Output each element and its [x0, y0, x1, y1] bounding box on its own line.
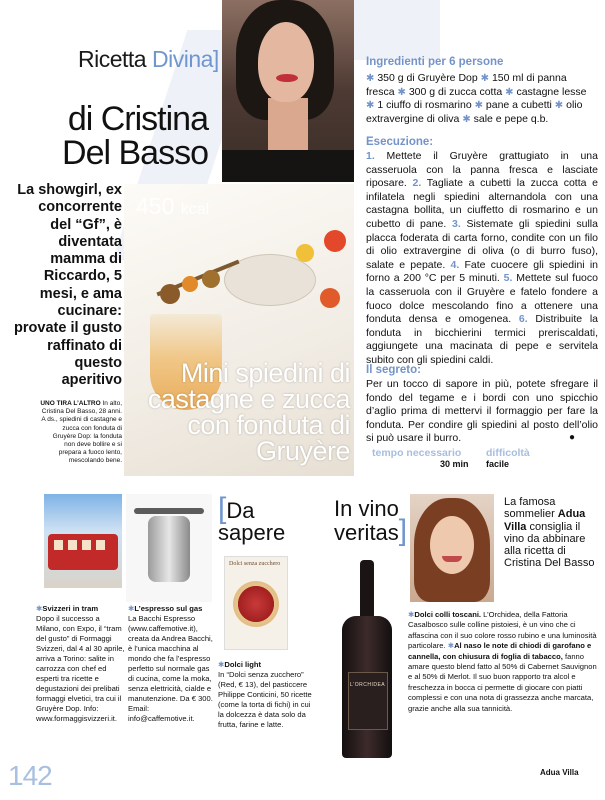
page-number: 142	[8, 760, 52, 791]
time-label: tempo necessario	[372, 447, 462, 459]
signature: Adua Villa	[540, 768, 579, 777]
end-mark: ●	[569, 432, 576, 443]
book-cover-title: Dolci senza zucchero	[229, 561, 281, 567]
kcal-badge: 450 kcal	[136, 193, 210, 219]
photo-caption: UNO TIRA L’ALTRO In alto, Cristina Del Basso, 28 anni. A ds., spiedini di castagne e zucca con fonduta di Gruyère Dop: la fonduta non deve bollire e si prepara a fuoco lento, mescolando bene.	[40, 400, 122, 465]
author-title: di Cristina Del Basso	[62, 100, 208, 172]
difficulty-label: difficoltà	[486, 447, 530, 459]
section-kicker: Ricetta Divina]	[78, 46, 219, 72]
ingredients-list: ✱ 350 g di Gruyère Dop ✱ 150 ml di panna fresca ✱ 300 g di zucca cotta ✱ castagne lesse ✱ 1 ciuffo di rosmarino ✱ pane a cubetti ✱ olio extravergine di oliva ✱ sale e pepe q.b.	[366, 72, 587, 125]
secret-text: Per un tocco di sapore in più, potete sfregare il fondo del tegame e i bordi con uno spicchio d’aglio prima di mettervi il formaggio per fare la fonduta. Per condire gli spiedini al posto dell’olio si può usare il burro.	[366, 378, 598, 445]
secret-heading: Il segreto:	[366, 364, 421, 376]
intro-text: La showgirl, ex concorrente del “Gf”, è diventata mamma di Riccardo, 5 mesi, e ama cucinare: provate il gusto raffinato di questo aperitivo	[14, 182, 122, 389]
difficulty-value: facile	[486, 459, 510, 469]
ingredients-heading: Ingredienti per 6 persone	[366, 56, 504, 68]
background-shape	[350, 0, 440, 60]
dish-title: Mini spiedini di castagne e zucca con fonduta di Gruyère	[147, 358, 350, 466]
da-sapere-heading: [Da sapere	[218, 492, 286, 545]
wine-heading: In vino veritas]	[334, 496, 408, 547]
wine-description: ✱Dolci colli toscani. L’Orchidea, della Fattoria Casalbosco sulle colline pistoiesi, è un vino che ci affascina con il suo colore rosso rubino e una luminosità particolare. ✱Al naso le note di chiodi di garofano e cannella, con chiusura di foglia di tabacco, fanno amare questo blend fatto al 50% di Cabernet Sauvignon e al 50% di Merlot. Il suo buon rapporto tra alcol e freschezza in bocca ci permette di giocare con piatti complessi e con una nota di grassezza anche marcata, grazie anche alla sua tannicità.	[408, 610, 597, 713]
espresso-machine-photo	[126, 494, 212, 602]
sommelier-intro: La famosa sommelier Adua Villa consiglia il vino da abbinare alla ricetta di Cristina Del Basso	[504, 496, 595, 570]
wine-bottle-photo	[338, 560, 396, 760]
time-value: 30 min	[440, 459, 469, 469]
tram-photo	[44, 494, 122, 588]
execution-steps: 1. Mettete il Gruyère grattugiato in una casseruola con la panna fresca e lasciate riposare. 2. Tagliate a cubetti la zucca cotta e infilatela negli spiedini alternandola con una castagna bollita, un ciuffetto di rosmarino e un cubetto di pane. 3. Sistemate gli spiedini sulla placca foderata di carta forno, condite con un filo di olio extravergine di oliva (o di burro fuso), salate e pepate. 4. Fate cuocere gli spiedini in forno a 200 °C per 5 minuti. 5. Mettete sul fuoco la casseruola con il Gruyère e fatelo fondere a fuoco dolce mescolando fino a ottenere una fonduta densa e omogenea. 6. Distribuite la fonduta in bicchierini termici preriscaldati, aggiungete una macinata di pepe e servitela subito con gli spiedini caldi.	[366, 150, 598, 366]
portrait-photo	[222, 0, 354, 182]
book-caption: ✱Dolci light In “Dolci senza zucchero” (Red, € 13), del pasticcere Philippe Conticini, 50 ricette (come la torta di fichi) in cui la dolcezza è data solo da frutta, farine e latte.	[218, 660, 312, 729]
bottle-label: L'ORCHIDEA	[350, 682, 386, 688]
sommelier-photo	[410, 494, 494, 602]
espresso-caption: ✱L’espresso sul gas La Bacchi Espresso (www.caffemotive.it), creata da Andrea Bacchi, è l’unica macchina al mondo che fa l’espresso perfetto sul normale gas di cucina, come la moka, senza elettricità, cialde e manutenzione. Da € 300. Email: info@caffemotive.it.	[128, 604, 213, 723]
execution-heading: Esecuzione:	[366, 136, 434, 148]
book-cover	[224, 556, 288, 650]
tram-caption: ✱Svizzeri in tram Dopo il successo a Milano, con Expo, il “tram del gusto” di Formaggi Svizzeri, dal 4 al 30 aprile, arriva a Torino: salite in carrozza con chef ed esperti tra ricette e degustazioni dei prelibati formaggi elvetici, tra cui il Gruyère Dop. Info: www.formaggisvizzeri.it.	[36, 604, 125, 723]
